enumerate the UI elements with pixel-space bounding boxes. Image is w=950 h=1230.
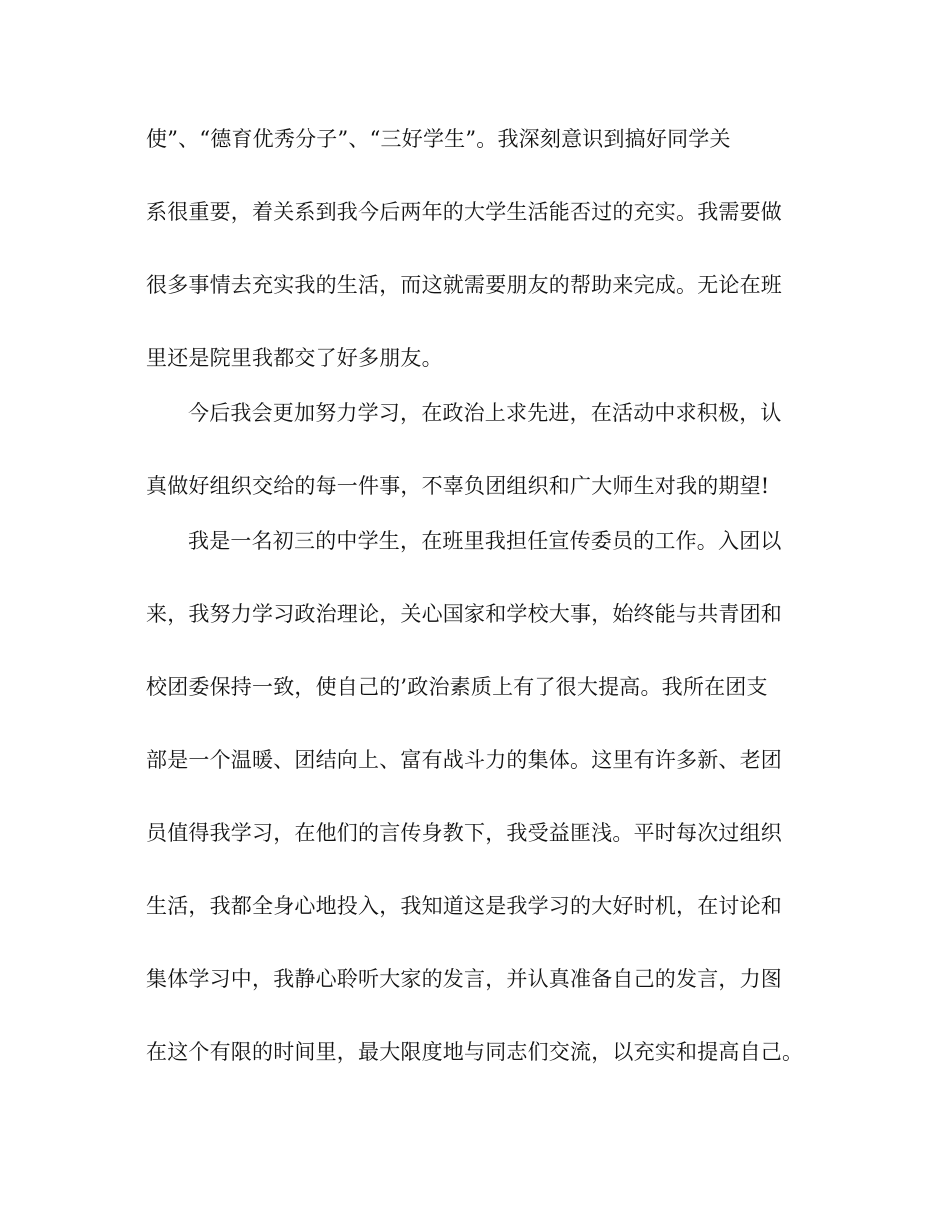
text-line: 生活，我都全身心地投入，我知道这是我学习的大好时机，在讨论和 <box>146 894 782 918</box>
text-line: 部是一个温暖、团结向上、富有战斗力的集体。这里有许多新、老团 <box>146 748 782 772</box>
text-line: 在这个有限的时间里，最大限度地与同志们交流，以充实和提高自己。 <box>146 1040 804 1064</box>
paragraph-3 <box>146 523 816 1070</box>
paragraph-2 <box>146 395 816 504</box>
text-line: 很多事情去充实我的生活，而这就需要朋友的帮助来完成。无论在班 <box>146 273 782 297</box>
text-line: 我是一名初三的中学生，在班里我担任宣传委员的工作。入团以 <box>188 529 782 553</box>
text-line: 集体学习中，我静心聆听大家的发言，并认真准备自己的发言，力图 <box>146 967 782 991</box>
document-body <box>146 121 816 1070</box>
text-line: 系很重要，着关系到我今后两年的大学生活能否过的充实。我需要做 <box>146 200 782 224</box>
text-line: 今后我会更加努力学习，在政治上求先进，在活动中求积极，认 <box>188 401 782 425</box>
text-line: 使”、“德育优秀分子”、“三好学生”。我深刻意识到搞好同学关 <box>146 127 731 151</box>
text-line: 校团委保持一致，使自己的’政治素质上有了很大提高。我所在团支 <box>146 675 768 699</box>
paragraph-1 <box>146 121 816 376</box>
text-line: 里还是院里我都交了好多朋友。 <box>146 346 443 370</box>
text-line: 真做好组织交给的每一件事，不辜负团组织和广大师生对我的期望! <box>146 474 770 498</box>
text-line: 来，我努力学习政治理论，关心国家和学校大事，始终能与共青团和 <box>146 602 782 626</box>
text-line: 员值得我学习，在他们的言传身教下，我受益匪浅。平时每次过组织 <box>146 821 782 845</box>
